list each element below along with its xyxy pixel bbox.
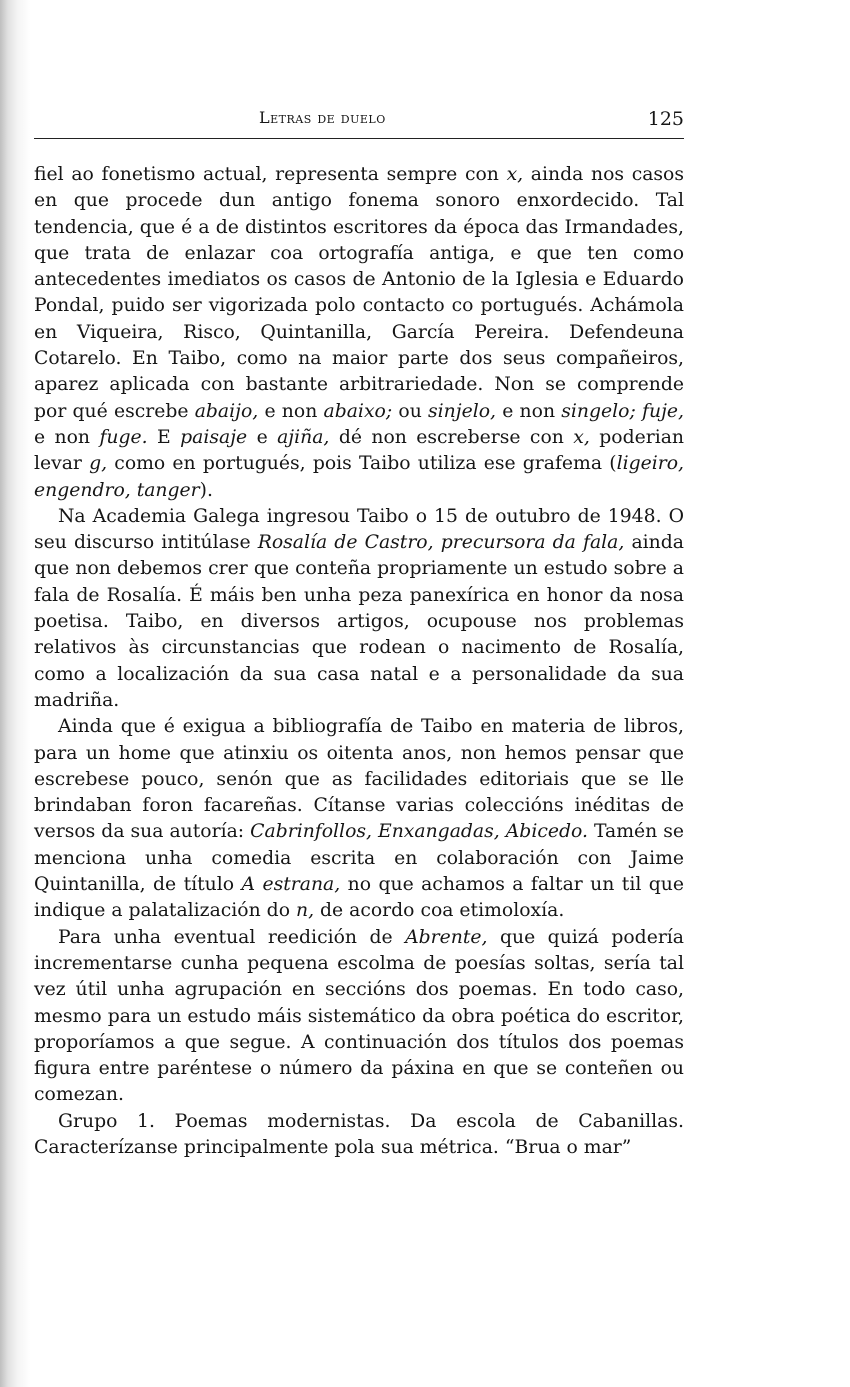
italic-text: Rosalía de Castro, precursora da fala, xyxy=(257,532,625,554)
text-run: dé non escreberse con xyxy=(329,426,574,448)
italic-text: abaixo; xyxy=(323,400,393,422)
italic-text: ligeiro, engendro, tanger xyxy=(34,453,684,501)
body-text xyxy=(34,162,684,1161)
header-rule xyxy=(34,138,684,139)
text-run: fiel ao fonetismo actual, representa sempre con xyxy=(34,164,507,185)
italic-text: paisaje xyxy=(180,426,248,448)
text-run: e non xyxy=(258,400,324,422)
italic-text: abaijo, xyxy=(194,400,259,422)
paragraph xyxy=(34,1109,684,1162)
text-run: Grupo 1. Poemas modernistas. Da escola de Cabanillas. Caracterízanse principalmente pola sua métrica. “Brua o mar” xyxy=(34,1110,684,1158)
text-run: E xyxy=(147,426,181,448)
italic-text: Abrente, xyxy=(405,926,488,948)
paragraph xyxy=(34,504,684,714)
text-run: no que achamos a faltar un til que indique a palatalización do xyxy=(34,874,684,922)
text-run: Tamén se menciona unha comedia escrita en colaboración con Jaime Quintanilla, de título xyxy=(34,821,684,896)
text-run: que quizá podería incrementarse cunha pequena escolma de poesías soltas, sería tal vez útil unha agrupación en seccións dos poemas. En todo caso, mesmo para un estudo máis sistemático da obra poética do escritor, proporíamos a que segue. A continuación dos títulos dos poemas figura entre paréntese o número da páxina en que se conteñen ou comezan. xyxy=(34,926,684,1106)
text-run: como en portugués, pois Taibo utiliza ese grafema ( xyxy=(107,453,617,475)
text-run: e xyxy=(247,426,278,448)
italic-text: A estrana, xyxy=(241,874,341,896)
italic-text: fuje, xyxy=(642,400,684,422)
italic-text: g, xyxy=(89,453,108,475)
text-run: Ainda que é exigua a bibliografía de Taibo en materia de libros, para un home que atinxiu os oitenta anos, non hemos pensar que escrebese pouco, senón que as facilidades editoriais que se lle brindaban foron facareñas. Cítanse varias coleccións inéditas de versos da sua autoría: xyxy=(34,716,684,843)
page-header xyxy=(34,104,684,138)
paragraph xyxy=(34,162,684,504)
text-run: e non xyxy=(34,426,100,448)
italic-text: x, xyxy=(506,164,524,185)
italic-text: singelo; xyxy=(561,400,636,422)
paragraph xyxy=(34,925,684,1109)
italic-text: x, xyxy=(573,426,590,448)
text-run: e non xyxy=(495,400,562,422)
text-run: ainda nos casos en que procede dun antigo fonema sonoro enxordecido. Tal tendencia, que é a de distintos escritores da época das Irmandades, que trata de enlazar coa ortografía antiga, e que ten como antecedentes imediatos os casos de Antonio de la Iglesia e Eduardo Pondal, puido ser vigorizada polo contacto co portugués. Achámola en Viqueira, Risco, Quintanilla, García Pereira. Defendeuna Cotarelo. En Taibo, como na maior parte dos seus compañeiros, aparez aplicada con bastante arbitrariedade. Non se comprende por qué escrebe xyxy=(34,164,684,422)
page-number: 125 xyxy=(647,108,684,130)
italic-text: ajiña, xyxy=(277,426,330,448)
text-run: poderian levar xyxy=(34,426,685,475)
paragraph xyxy=(34,714,684,924)
book-binding-shadow xyxy=(0,0,30,1387)
running-head: Letras de duelo xyxy=(259,108,386,127)
italic-text: Cabrinfollos, Enxangadas, Abicedo. xyxy=(250,821,588,843)
italic-text: n, xyxy=(295,900,315,922)
italic-text: fuge. xyxy=(99,426,148,448)
text-run: ). xyxy=(199,479,213,501)
text-run: Na Academia Galega ingresou Taibo o 15 de outubro de 1948. O seu discurso intitúlase xyxy=(34,505,684,554)
italic-text: sinjelo, xyxy=(428,400,496,422)
text-run: ainda que non debemos crer que conteña propriamente un estudo sobre a fala de Rosalía. É máis ben unha peza panexírica en honor da nosa poetisa. Taibo, en diversos artigos, ocupouse nos problemas relativos às circunstancias que rodean o nacimento de Rosalía, como a localización da sua casa natal e a personalidade da sua madriña. xyxy=(34,532,684,711)
text-run: ou xyxy=(392,400,429,422)
text-run: Para unha eventual reedición de xyxy=(58,926,406,948)
text-run: de acordo coa etimoloxía. xyxy=(314,900,565,922)
